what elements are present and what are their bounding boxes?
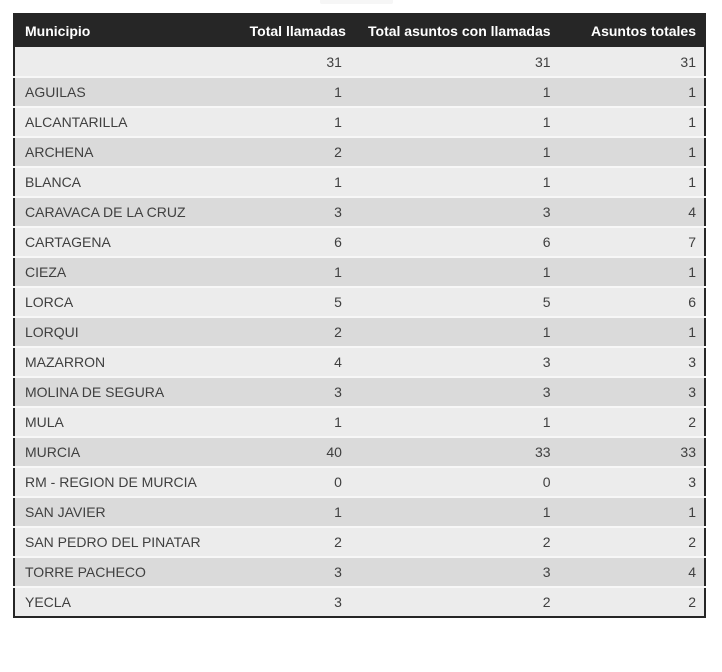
totals-total-llamadas-cell: 31 <box>326 53 342 70</box>
value-cell: 4 <box>559 197 705 227</box>
value-cell: 1 <box>242 497 350 527</box>
value-cell: 33 <box>559 437 705 467</box>
value-cell: 3 <box>350 197 559 227</box>
value-cell: 1 <box>242 167 350 197</box>
value-cell: 1 <box>559 167 705 197</box>
value-cell: 3 <box>350 347 559 377</box>
value-cell: 1 <box>350 167 559 197</box>
value-cell: 4 <box>559 557 705 587</box>
value-cell: 0 <box>350 467 559 497</box>
totals-municipio-cell <box>14 47 242 77</box>
table-row[interactable] <box>14 377 705 407</box>
table-row[interactable] <box>14 317 705 347</box>
municipio-cell: YECLA <box>14 587 242 617</box>
municipio-cell: ALCANTARILLA <box>14 107 242 137</box>
municipio-cell: LORCA <box>14 287 242 317</box>
value-cell: 2 <box>350 527 559 557</box>
value-cell: 2 <box>559 587 705 617</box>
municipio-cell: LORQUI <box>14 317 242 347</box>
value-cell: 1 <box>350 257 559 287</box>
value-cell: 4 <box>242 347 350 377</box>
municipio-cell: MULA <box>14 407 242 437</box>
table-row[interactable] <box>14 557 705 587</box>
value-cell: 6 <box>242 227 350 257</box>
table-row[interactable] <box>14 137 705 167</box>
table-row[interactable] <box>14 107 705 137</box>
table-row[interactable] <box>14 587 705 617</box>
municipio-cell: BLANCA <box>14 167 242 197</box>
value-cell: 1 <box>242 107 350 137</box>
value-cell: 3 <box>559 347 705 377</box>
value-cell: 3 <box>350 377 559 407</box>
municipio-cell: SAN JAVIER <box>14 497 242 527</box>
value-cell: 3 <box>242 197 350 227</box>
totals-row[interactable] <box>14 47 705 77</box>
value-cell: 1 <box>350 497 559 527</box>
value-cell: 1 <box>350 407 559 437</box>
table-row[interactable] <box>14 167 705 197</box>
totals-asuntos-totales-cell: 31 <box>680 53 696 70</box>
value-cell: 2 <box>242 527 350 557</box>
table-row[interactable] <box>14 407 705 437</box>
municipality-table-container <box>13 13 706 618</box>
value-cell: 1 <box>350 107 559 137</box>
municipio-cell: CIEZA <box>14 257 242 287</box>
municipio-cell: AGUILAS <box>14 77 242 107</box>
column-header-asuntos-totales[interactable]: Asuntos totales <box>559 14 705 47</box>
value-cell: 1 <box>350 137 559 167</box>
value-cell: 1 <box>242 77 350 107</box>
value-cell: 3 <box>242 587 350 617</box>
value-cell: 1 <box>350 317 559 347</box>
column-header-municipio[interactable]: Municipio <box>14 14 242 47</box>
municipio-cell: MAZARRON <box>14 347 242 377</box>
table-row[interactable] <box>14 527 705 557</box>
municipio-cell: RM - REGION DE MURCIA <box>14 467 242 497</box>
municipio-cell: MURCIA <box>14 437 242 467</box>
value-cell: 1 <box>350 77 559 107</box>
value-cell: 6 <box>350 227 559 257</box>
value-cell: 7 <box>559 227 705 257</box>
value-cell: 2 <box>242 317 350 347</box>
table-row[interactable] <box>14 347 705 377</box>
table-row[interactable] <box>14 197 705 227</box>
value-cell: 0 <box>242 467 350 497</box>
table-row[interactable] <box>14 227 705 257</box>
table-row[interactable] <box>14 257 705 287</box>
value-cell: 1 <box>242 407 350 437</box>
cropped-ui-artifact <box>320 0 393 4</box>
municipio-cell: CARTAGENA <box>14 227 242 257</box>
column-header-total-asuntos-con-llamadas[interactable]: Total asuntos con llamadas <box>350 14 559 47</box>
value-cell: 3 <box>242 377 350 407</box>
municipio-cell: ARCHENA <box>14 137 242 167</box>
municipality-stats-table <box>13 13 706 618</box>
municipio-cell: TORRE PACHECO <box>14 557 242 587</box>
value-cell: 2 <box>350 587 559 617</box>
value-cell: 3 <box>559 467 705 497</box>
value-cell: 6 <box>559 287 705 317</box>
column-header-total-llamadas[interactable]: Total llamadas <box>242 14 350 47</box>
header-row <box>14 14 705 47</box>
value-cell: 3 <box>559 377 705 407</box>
totals-asuntos-con-llamadas-cell: 31 <box>534 53 551 70</box>
value-cell: 5 <box>350 287 559 317</box>
value-cell: 1 <box>559 107 705 137</box>
table-row[interactable] <box>14 497 705 527</box>
value-cell: 33 <box>350 437 559 467</box>
table-row[interactable] <box>14 77 705 107</box>
value-cell: 1 <box>559 497 705 527</box>
table-row[interactable] <box>14 437 705 467</box>
value-cell: 40 <box>242 437 350 467</box>
value-cell: 3 <box>350 557 559 587</box>
value-cell: 1 <box>559 77 705 107</box>
table-row[interactable] <box>14 287 705 317</box>
value-cell: 2 <box>242 137 350 167</box>
value-cell: 1 <box>242 257 350 287</box>
value-cell: 1 <box>559 257 705 287</box>
value-cell: 1 <box>559 317 705 347</box>
value-cell: 5 <box>242 287 350 317</box>
value-cell: 1 <box>559 137 705 167</box>
municipio-cell: SAN PEDRO DEL PINATAR <box>14 527 242 557</box>
value-cell: 2 <box>559 407 705 437</box>
value-cell: 2 <box>559 527 705 557</box>
municipio-cell: MOLINA DE SEGURA <box>14 377 242 407</box>
value-cell: 3 <box>242 557 350 587</box>
table-row[interactable] <box>14 467 705 497</box>
municipio-cell: CARAVACA DE LA CRUZ <box>14 197 242 227</box>
